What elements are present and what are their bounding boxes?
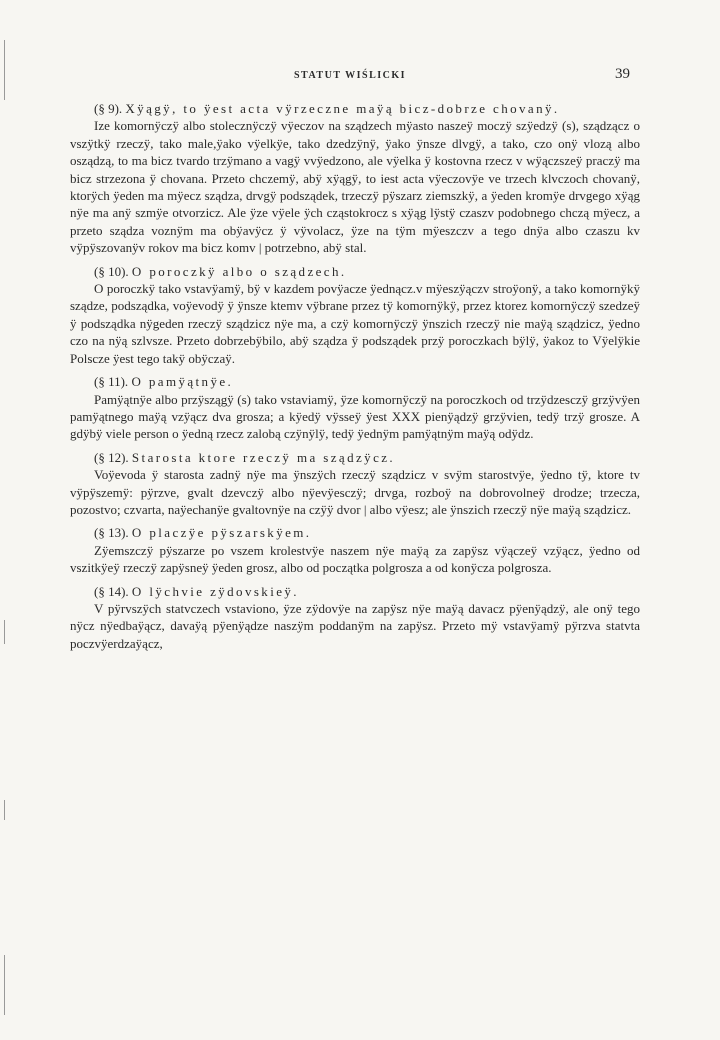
section-body: Ize komornÿczÿ albo stolecznÿczÿ vÿeczov na sządzech mÿasto naszeÿ moczÿ szÿedzÿ (s), sządzącz o vszÿtkÿ rzeczÿ, tako male,ÿako vÿelkÿe, tako dzedzÿnÿ, ÿako ÿnsze dlvgÿ, a tako, czo onÿ vlozą albo osządzą, to ma bicz tvardo trzÿmano a vagÿ vvÿedzono, ale vÿelka ÿ kostovna rzecz v wÿączszeÿ praczÿ ma bicz strzezona ÿ chovana. Przeto chczemÿ, abÿ xÿągÿ, to iest acta vÿeczovÿe ve trzech klvczoch chovanÿ, ktorÿch ÿeden ma mÿecz sządza, drvgÿ podsządek, trzeczÿ pÿszarz ziemszkÿ, a ÿeden kromÿe drvgego xÿąg nÿe ma anÿ szmÿe otvorzicz. Ale ÿze vÿele ÿch cząstokrocz s xÿąg lÿstÿ czaszv podobnego chczą mÿecz, a przeto sządza voznÿm ma obÿavÿcz ÿ vÿvolacz, ÿze na tÿm mÿeszczv a tego dnÿa albo czaszu kv vÿpÿszovanÿv rokov ma bicz komv | potrzebno, abÿ stal. bbox=[70, 118, 640, 256]
section-12 bbox=[70, 449, 640, 519]
section-heading bbox=[70, 583, 640, 600]
section-heading bbox=[70, 263, 640, 280]
page-header bbox=[70, 66, 630, 86]
section-13 bbox=[70, 524, 640, 576]
section-body: V pÿrvszÿch statvczech vstaviono, ÿze zÿdovÿe na zapÿsz nÿe maÿą davacz pÿenÿądzÿ, ale onÿ tego nÿcz nÿedbaÿącz, davaÿą pÿenÿądze naszÿm poddanÿm na zapÿsz. Przeto mÿ vstavÿamÿ pÿrzva statvta poczvÿerdzaÿącz, bbox=[70, 600, 640, 651]
section-title: Xÿągÿ, to ÿest acta vÿrzeczne maÿą bicz-dobrze chovanÿ. bbox=[125, 101, 560, 116]
scan-margin-mark bbox=[4, 620, 5, 644]
section-number: (§ 12). bbox=[94, 449, 129, 465]
section-body: Pamÿątnÿe albo przÿszągÿ (s) tako vstaviamÿ, ÿze komornÿczÿ na poroczkoch od trzÿdzesczÿ grzÿvÿen pamÿątnego maÿą vzÿącz dva grosza; a kÿedÿ vÿsseÿ ÿest XXX pienÿądzÿ grzÿvien, tedÿ trzÿ grosze. A gdÿbÿ viele person o ÿedną rzecz zalobą czÿnÿlÿ, tedÿ ÿednÿm pamÿątnÿm maÿą odÿdz. bbox=[70, 391, 640, 442]
section-title: O placzÿe pÿszarskÿem. bbox=[131, 525, 312, 541]
section-title: O pamÿątnÿe. bbox=[131, 374, 234, 390]
section-heading bbox=[70, 100, 640, 117]
section-11 bbox=[70, 373, 640, 443]
section-14 bbox=[70, 583, 640, 653]
page-number: 39 bbox=[615, 66, 630, 82]
section-number: (§ 13). bbox=[94, 525, 129, 541]
section-9 bbox=[70, 100, 640, 257]
section-title: O poroczkÿ albo o sządzech. bbox=[131, 263, 347, 279]
section-number: (§ 10). bbox=[94, 263, 129, 279]
section-10 bbox=[70, 263, 640, 367]
section-heading bbox=[70, 524, 640, 541]
section-number: (§ 14). bbox=[94, 583, 129, 599]
section-title: Starosta ktore rzeczÿ ma sządzÿcz. bbox=[131, 449, 396, 465]
section-body: O poroczkÿ tako vstavÿamÿ, bÿ v kazdem povÿacze ÿednącz.v mÿeszÿączv stroÿonÿ, a tako komornÿkÿ sządze, podsządka, voÿevodÿ ÿ ÿnsze ktemv vÿbrane przez tÿ komornÿkÿ, przez ktorez komornÿczÿ szedzeÿ ÿ podsządka nÿgeden rzeczÿ sządzicz nÿe ma, a czÿ komornÿczÿ ÿnszich rzeczÿ nie maÿą sządzicz, ÿedno czo na nÿą szlvsze. Przeto dobrzebÿbilo, abÿ sządza ÿ podsządek przÿ poroczkach bÿlÿ, ÿakoz to Vÿelÿkie Polscze ÿest tego takÿ obÿczaÿ. bbox=[70, 281, 640, 366]
running-head: STATUT WIŚLICKI bbox=[293, 70, 407, 81]
section-number: (§ 11). bbox=[94, 374, 129, 390]
scan-margin-mark bbox=[4, 800, 5, 820]
section-heading bbox=[70, 449, 640, 466]
section-heading bbox=[70, 373, 640, 390]
section-body: Voÿevoda ÿ starosta zadnÿ nÿe ma ÿnszÿch rzeczÿ sządzicz v svÿm starostvÿe, ÿedno tÿ, ktore tv vÿpÿszemÿ: pÿrzve, gvalt dzevczÿ albo nÿevÿesczÿ; drvga, rozboÿ na dobrovolneÿ drodze; trzecza, pozostvo; czvarta, naÿechanÿe gvaltovnÿe na czÿÿ dvor | albo vÿesz; ale ÿnszich rzeczÿ nÿe maÿą sządzicz. bbox=[70, 467, 640, 517]
scan-margin-mark bbox=[4, 40, 5, 100]
page-body bbox=[70, 100, 640, 658]
section-body: Zÿemszczÿ pÿszarze po vszem krolestvÿe naszem nÿe maÿą za zapÿsz vÿączeÿ vzÿącz, ÿedno od vszitkÿeÿ rzeczÿ zapÿsneÿ ÿeden grosz, albo od początka polgrosza a od konÿcza polgrosza. bbox=[70, 542, 640, 576]
section-title: O lÿchvie zÿdovskieÿ. bbox=[131, 583, 299, 599]
section-number: (§ 9). bbox=[94, 101, 123, 116]
scan-margin-mark bbox=[4, 955, 5, 1015]
